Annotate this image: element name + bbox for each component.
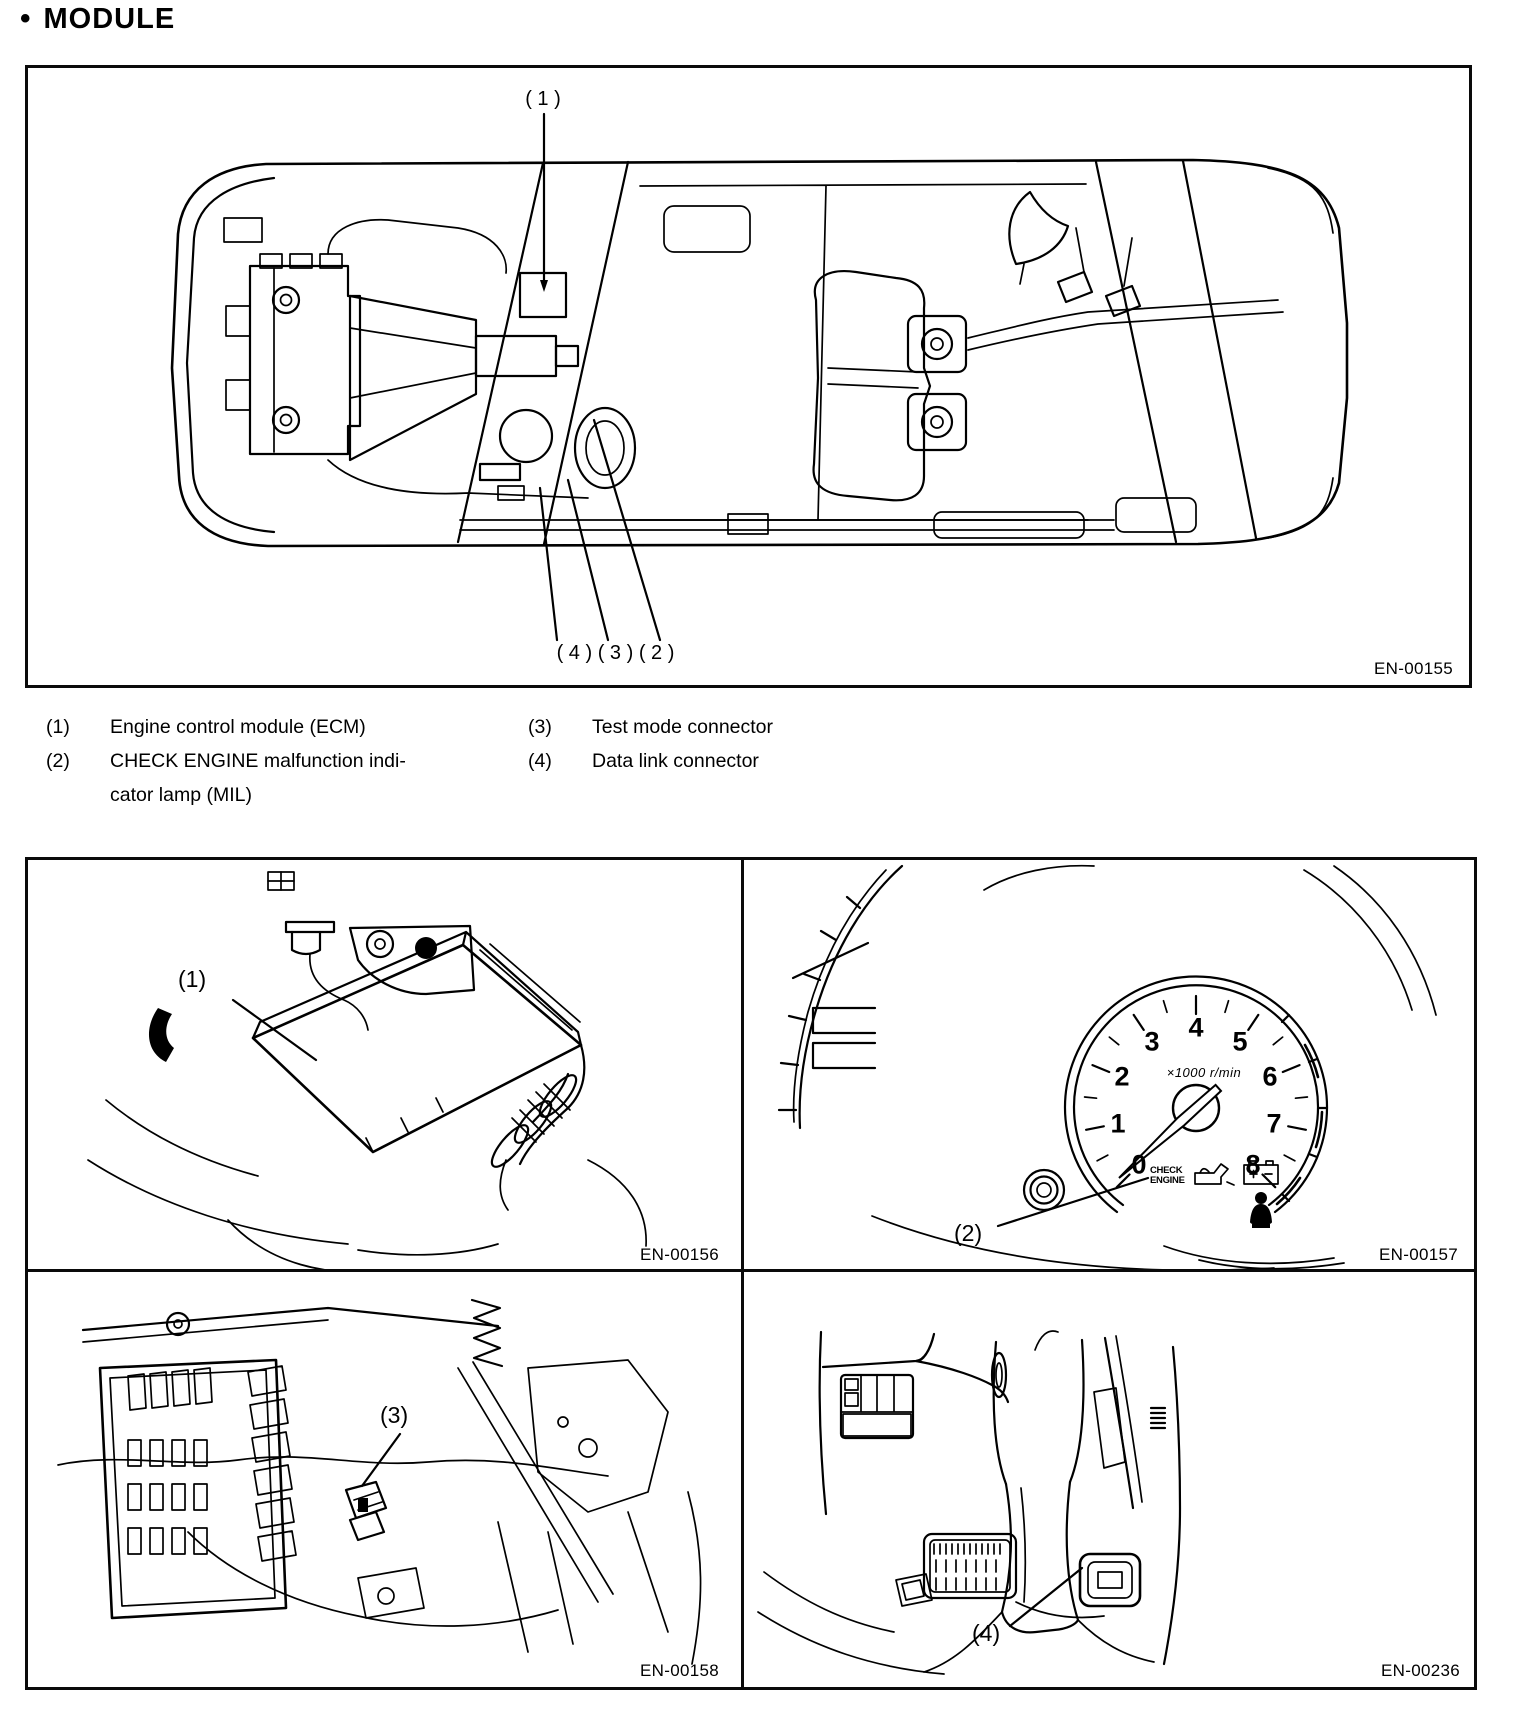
tach-number-6: 6 <box>1262 1061 1278 1092</box>
vent-hatch <box>1151 1408 1165 1428</box>
fuse-panel <box>100 1360 286 1618</box>
page-title: MODULE <box>43 2 176 35</box>
sill-connector <box>728 514 768 534</box>
callout-1-leader <box>233 1000 316 1060</box>
rear-seat-drawing <box>814 271 966 500</box>
oil-pressure-icon <box>1195 1164 1234 1185</box>
switch-cluster <box>841 1375 913 1438</box>
figure-callouts-432: ( 4 ) ( 3 ) ( 2 ) <box>556 642 675 664</box>
seatbelt-warning-icon <box>1250 1192 1272 1228</box>
dash-underside-drawing <box>744 1272 1471 1684</box>
panel-cluster <box>744 860 1474 1272</box>
panel-code-en00157: EN-00157 <box>1379 1245 1458 1264</box>
panel-ecm <box>28 860 744 1272</box>
transmission-drawing <box>328 296 588 500</box>
panel-code-en00236: EN-00236 <box>1381 1661 1460 1680</box>
check-engine-lamp-text <box>1150 1166 1185 1185</box>
tach-number-4: 4 <box>1188 1012 1204 1043</box>
legend-num-2: (2) <box>46 750 70 772</box>
legend-label-1: Engine control module (ECM) <box>110 716 366 738</box>
engine-drawing <box>226 220 506 454</box>
callout-3-leader <box>362 1434 400 1486</box>
tach-number-7: 7 <box>1266 1108 1282 1139</box>
check-engine-line2: ENGINE <box>1150 1174 1185 1186</box>
panel-code-en00156: EN-00156 <box>640 1245 719 1264</box>
cluster-knob <box>1024 1170 1064 1210</box>
panel-callout-1: (1) <box>178 966 207 992</box>
steering-column <box>992 1331 1084 1632</box>
tach-number-1: 1 <box>1110 1108 1126 1139</box>
coil-spring <box>472 1300 502 1366</box>
section-heading <box>20 4 175 34</box>
data-link-connector <box>1080 1554 1140 1606</box>
car-top-view-drawing <box>28 68 1469 685</box>
tach-number-0: 0 <box>1131 1149 1147 1180</box>
panel-callout-4: (4) <box>972 1620 1001 1646</box>
figure-code-en00155: EN-00155 <box>1374 659 1453 678</box>
legend-num-1: (1) <box>46 716 70 738</box>
heading-bullet: • <box>20 2 31 35</box>
panel-callout-2: (2) <box>954 1220 983 1246</box>
battery-box <box>224 218 262 242</box>
legend-num-3: (3) <box>528 716 552 738</box>
panel-callout-3: (3) <box>380 1402 409 1428</box>
legend-num-4: (4) <box>528 750 552 772</box>
interior-fuse-panel <box>924 1534 1016 1598</box>
test-mode-connector <box>346 1482 386 1540</box>
legend-label-2-cont: cator lamp (MIL) <box>110 784 252 806</box>
legend-label-4: Data link connector <box>592 750 759 772</box>
instrument-cluster-drawing <box>744 860 1471 1272</box>
figure-car-location <box>25 65 1472 688</box>
panel-fusebox <box>28 1272 744 1687</box>
figure-grid <box>25 857 1477 1690</box>
tach-unit-label: ×1000 r/min <box>1166 1065 1242 1080</box>
panel-dash <box>744 1272 1474 1687</box>
tach-number-2: 2 <box>1114 1061 1130 1092</box>
callout-2-leader <box>998 1178 1148 1226</box>
hood-release-latch <box>896 1574 932 1606</box>
tach-number-3: 3 <box>1144 1026 1160 1057</box>
tach-number-8: 8 <box>1245 1149 1261 1180</box>
fuse-box-drawing <box>28 1272 744 1684</box>
legend-label-3: Test mode connector <box>592 716 774 738</box>
legend-label-2: CHECK ENGINE malfunction indi- <box>110 750 406 772</box>
ecm-drawing <box>28 860 744 1272</box>
check-engine-line1: CHECK <box>1150 1165 1183 1176</box>
rear-harness-drawing <box>934 192 1283 538</box>
panel-code-en00158: EN-00158 <box>640 1661 719 1680</box>
sill-harness-lines <box>460 520 1114 530</box>
speedometer-arc <box>779 866 902 1128</box>
callout-1-arrow <box>540 280 548 292</box>
tach-number-5: 5 <box>1232 1026 1248 1057</box>
figure-callout-1: ( 1 ) <box>525 88 561 110</box>
